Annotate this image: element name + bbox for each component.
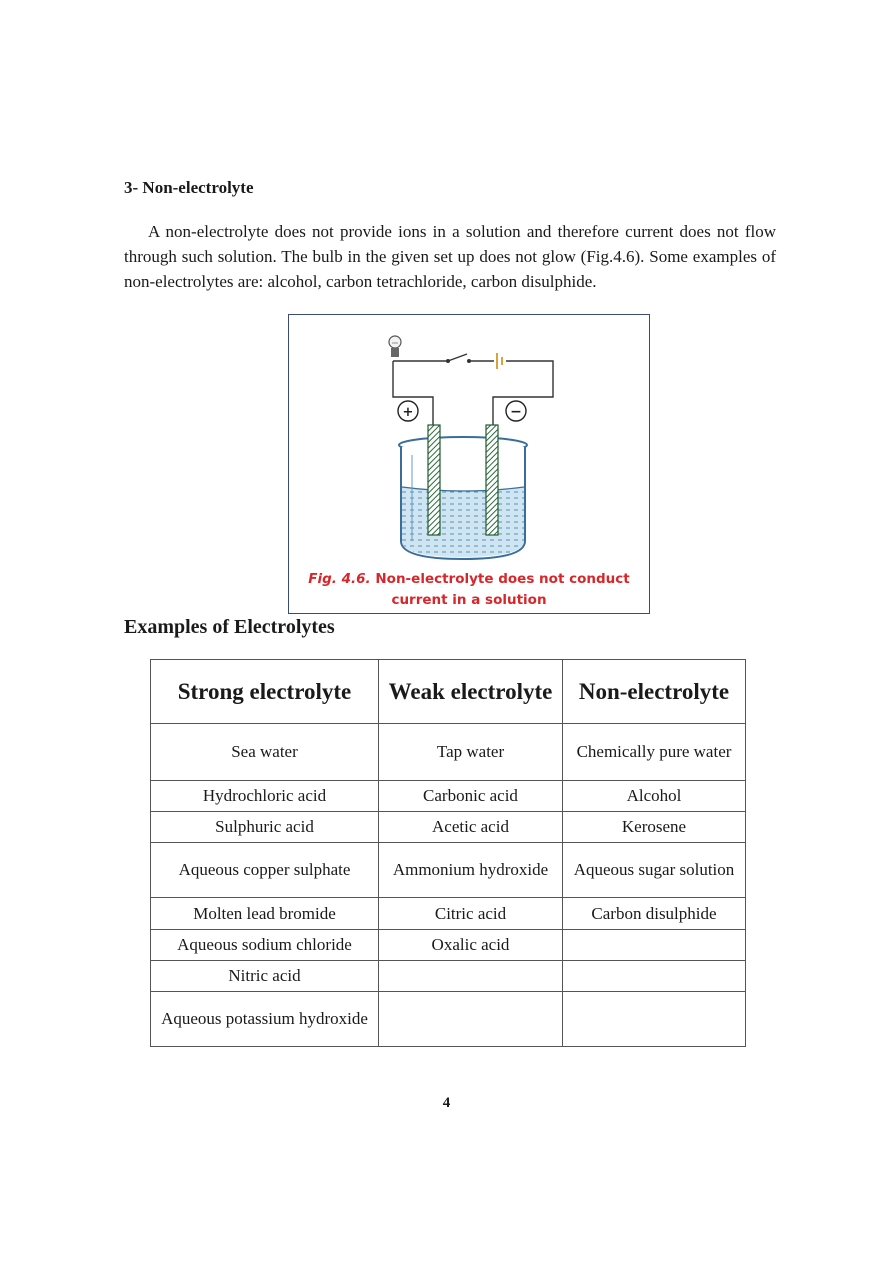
table-cell: Tap water bbox=[379, 724, 563, 781]
header-strong: Strong electrolyte bbox=[151, 660, 379, 724]
table-row bbox=[151, 992, 746, 1047]
negative-symbol: − bbox=[510, 404, 522, 420]
caption-line-1: Non-electrolyte does not conduct bbox=[375, 571, 630, 587]
examples-title: Examples of Electrolytes bbox=[124, 616, 335, 638]
table-cell: Sulphuric acid bbox=[151, 812, 379, 843]
caption-line-2: current in a solution bbox=[391, 592, 547, 608]
header-weak: Weak electrolyte bbox=[379, 660, 563, 724]
table-cell: Carbon disulphide bbox=[563, 898, 746, 930]
table-cell: Alcohol bbox=[563, 781, 746, 812]
bulb-icon bbox=[389, 336, 401, 357]
cathode-electrode bbox=[486, 425, 498, 535]
table-cell: Carbonic acid bbox=[379, 781, 563, 812]
section-paragraph: A non-electrolyte does not provide ions in a solution and therefore current does not flow through such solution. The bulb in the given set up does not glow (Fig.4.6). Some examples of non-electrolytes are: alcohol, carbon tetrachloride, carbon disulphide. bbox=[124, 222, 776, 291]
battery-icon bbox=[494, 353, 506, 369]
table-row bbox=[151, 781, 746, 812]
solution-liquid bbox=[402, 487, 524, 557]
positive-symbol: + bbox=[402, 405, 414, 420]
figure-caption bbox=[289, 569, 649, 611]
table-cell: Sea water bbox=[151, 724, 379, 781]
table-cell bbox=[563, 930, 746, 961]
table-cell: Aqueous copper sulphate bbox=[151, 843, 379, 898]
table-cell: Nitric acid bbox=[151, 961, 379, 992]
table-header-row bbox=[151, 660, 746, 724]
figure-non-electrolyte bbox=[288, 314, 650, 614]
table-cell: Oxalic acid bbox=[379, 930, 563, 961]
figure-label: Fig. 4.6. bbox=[308, 571, 371, 587]
table-cell: Molten lead bromide bbox=[151, 898, 379, 930]
table-cell bbox=[563, 961, 746, 992]
electrolytes-table bbox=[150, 659, 746, 1047]
table-cell: Chemically pure water bbox=[563, 724, 746, 781]
table-row bbox=[151, 930, 746, 961]
negative-terminal-icon bbox=[506, 401, 526, 421]
anode-electrode bbox=[428, 425, 440, 535]
header-non: Non-electrolyte bbox=[563, 660, 746, 724]
table-cell: Aqueous sodium chloride bbox=[151, 930, 379, 961]
table-row bbox=[151, 843, 746, 898]
table-cell: Aqueous sugar solution bbox=[563, 843, 746, 898]
table-cell bbox=[379, 961, 563, 992]
table-row bbox=[151, 961, 746, 992]
table-cell: Acetic acid bbox=[379, 812, 563, 843]
page-number: 4 bbox=[442, 1095, 451, 1111]
table-cell: Hydrochloric acid bbox=[151, 781, 379, 812]
positive-terminal-icon bbox=[398, 401, 418, 421]
table-cell: Ammonium hydroxide bbox=[379, 843, 563, 898]
table-cell: Aqueous potassium hydroxide bbox=[151, 992, 379, 1047]
table-cell bbox=[379, 992, 563, 1047]
table-row bbox=[151, 812, 746, 843]
table-cell bbox=[563, 992, 746, 1047]
circuit-wire bbox=[393, 361, 553, 427]
switch-icon bbox=[446, 354, 471, 363]
table-row bbox=[151, 898, 746, 930]
beaker-icon bbox=[399, 437, 527, 559]
section-heading: 3- Non-electrolyte bbox=[124, 178, 254, 197]
table-cell: Kerosene bbox=[563, 812, 746, 843]
table-cell: Citric acid bbox=[379, 898, 563, 930]
table-row bbox=[151, 724, 746, 781]
